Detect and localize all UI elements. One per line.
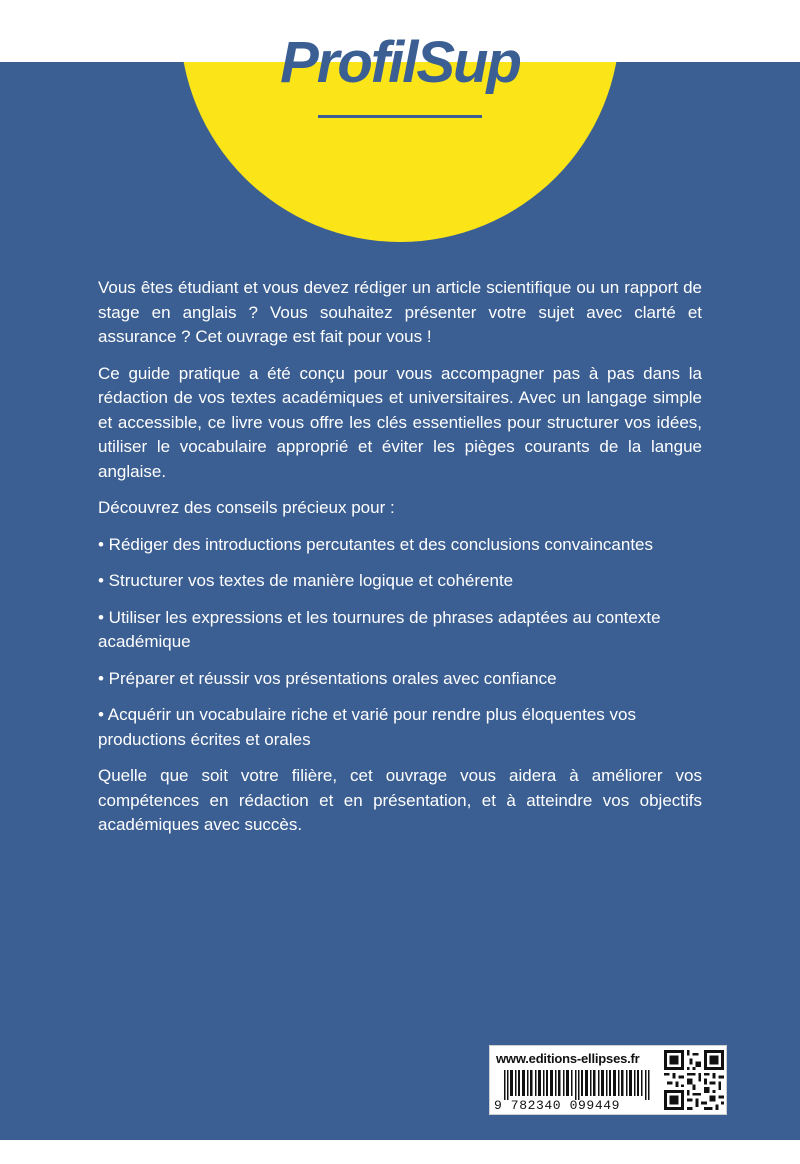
tip-item: • Structurer vos textes de manière logique et cohérente [98,571,514,590]
blurb-guide: Ce guide pratique a été conçu pour vous accompagner pas à pas dans la rédaction de vos textes académiques et universitaires. Avec un langage simple et accessible, ce livre vous offre les clés essentielles pour structurer vos idées, utiliser le vocabulaire approprié et éviter les pièges courants de la langue anglaise. [98,363,702,481]
publisher-website[interactable]: www.editions-ellipses.fr [496,1051,640,1066]
tip-item: • Rédiger des introductions percutantes et des conclusions convaincantes [98,534,653,554]
isbn-block [489,1045,727,1115]
blurb-closing: Quelle que soit votre filière, cet ouvrage vous aidera à améliorer vos compétences en rédaction et en présentation, et à atteindre vos objectifs académiques avec succès. [98,766,702,834]
blurb-text [98,276,702,850]
barcode-icon [504,1070,650,1100]
blurb-intro: Vous êtes étudiant et vous devez rédiger un article scientifique ou un rapport de stage en anglais ? Vous souhaitez présenter votre sujet avec clarté et assurance ? Cet ouvrage est fait pour vous ! [98,278,702,346]
tip-item: • Acquérir un vocabulaire riche et varié pour rendre plus éloquentes vos productions écrites et orales [98,705,636,749]
brand-logo: ProfilSup [280,30,520,95]
isbn-number: 9 782340 099449 [494,1098,621,1113]
qr-code-icon[interactable] [664,1050,724,1110]
tips-heading: Découvrez des conseils précieux pour : [98,498,395,517]
tip-item: • Utiliser les expressions et les tournures de phrases adaptées au contexte académique [98,607,661,651]
tip-item: • Préparer et réussir vos présentations orales avec confiance [98,668,557,688]
logo-underline [318,115,482,118]
